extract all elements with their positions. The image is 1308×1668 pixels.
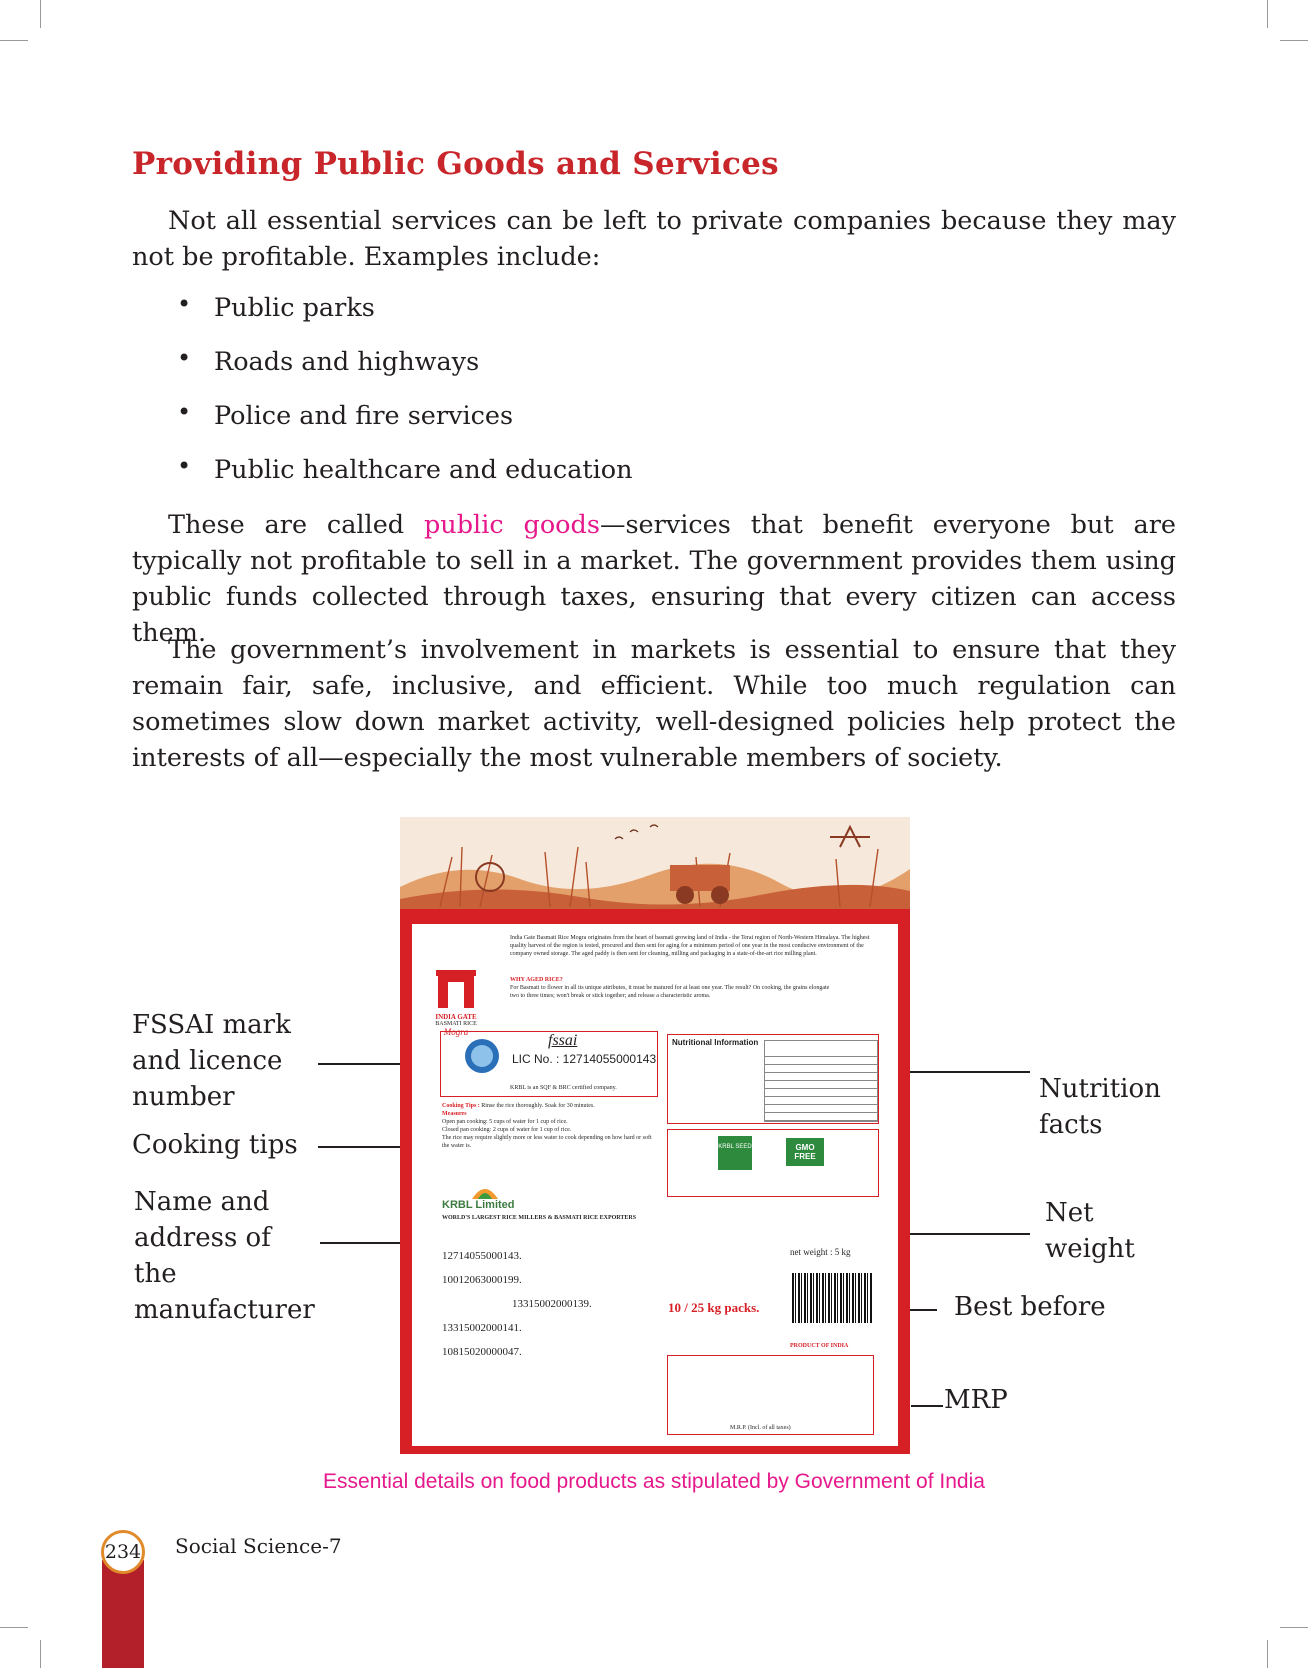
page-number: 234 <box>101 1530 145 1574</box>
licence-number: LIC No. : 12714055000143 <box>512 1052 657 1066</box>
mrp-text: M.R.P. (Incl. of all taxes) <box>730 1425 791 1431</box>
lic-item: 12714055000143. <box>442 1250 522 1262</box>
crop-mark <box>40 1640 41 1668</box>
list-item: • Public parks <box>177 290 375 323</box>
gmo-free-badge: GMO FREE <box>786 1138 824 1166</box>
crop-mark <box>0 40 28 41</box>
pack-sizes: 10 / 25 kg packs. <box>668 1300 760 1315</box>
intro-paragraph: Not all essential services can be left to private companies because they may not be profitable. Examples include: <box>132 206 1176 272</box>
label-fssai: FSSAI mark and licence number <box>132 1010 291 1112</box>
lic-item: 10815020000047. <box>442 1346 522 1358</box>
crop-mark <box>40 0 41 28</box>
farm-illustration-icon <box>400 817 910 912</box>
brand-logo: INDIA GATE BASMATI RICE Mogra <box>426 968 486 1037</box>
fssai-text: fssai <box>548 1032 578 1049</box>
aged-rice-text: WHY AGED RICE? For Basmati to flower in all its unique attributes, it must be matured for at least one year. The result? On cooking, the grains elongate two to three times; won't break or stick together; and release a characteristic aroma. <box>510 977 830 999</box>
public-goods-keyword: public goods <box>423 510 600 540</box>
label-best-before: Best before <box>954 1292 1106 1322</box>
lic-item: 13315002000141. <box>442 1322 522 1334</box>
pointer-line <box>911 1405 943 1407</box>
examples-list <box>172 288 633 504</box>
label-mrp: MRP <box>944 1385 1008 1415</box>
rice-pack-image <box>400 817 910 1454</box>
crop-mark <box>1267 1640 1268 1668</box>
lic-list <box>442 1244 672 1364</box>
label-net-weight: Net weight <box>1045 1198 1135 1264</box>
nutrition-table <box>764 1040 878 1122</box>
pack-label-panel <box>412 924 898 1446</box>
crop-mark <box>1280 1627 1308 1628</box>
crop-mark <box>0 1627 28 1628</box>
net-weight-value: net weight : 5 kg <box>790 1247 851 1257</box>
company-tagline: WORLD'S LARGEST RICE MILLERS & BASMATI RICE EXPORTERS <box>442 1215 637 1221</box>
book-title: Social Science-7 <box>175 1534 342 1558</box>
list-item: • Public healthcare and education <box>177 452 633 485</box>
lic-item: 13315002000139. <box>512 1298 592 1310</box>
list-item: • Police and fire services <box>177 398 514 431</box>
lic-item: 10012063000199. <box>442 1274 522 1286</box>
certification-text: KRBL is an SQF & BRC certified company. <box>510 1085 617 1091</box>
krbl-seed-badge: KRBL SEED <box>718 1136 752 1170</box>
company-name: KRBL Limited <box>442 1199 515 1211</box>
label-manufacturer: Name and address of the manufacturer <box>134 1187 315 1325</box>
barcode <box>792 1273 872 1323</box>
page-tab <box>102 1560 144 1668</box>
pack-artwork <box>400 817 910 912</box>
nutrition-title: Nutritional Information <box>672 1038 759 1047</box>
fssai-seal-icon <box>464 1038 500 1074</box>
label-nutrition: Nutrition facts <box>1039 1074 1161 1140</box>
public-goods-paragraph: These are called public goods—services that benefit everyone but are typically not profitable to sell in a market. The government provides them using public funds collected through taxes, ensuring that every citizen can access them. <box>132 510 1176 648</box>
product-of-india: PRODUCT OF INDIA <box>790 1343 849 1349</box>
cooking-tips-text: Cooking Tips : Rinse the rice thoroughly. Soak for 30 minutes. Measures Open pan cooking: 5 cups of water for 1 cup of rice. Closed pan cooking: 2 cups of water for 1 cup of rice. The rice may require slightly more or less water to cook depending on how hard or soft the water is. <box>442 1103 652 1149</box>
crop-mark <box>1267 0 1268 28</box>
government-role-paragraph: The government’s involvement in markets is essential to ensure that they remain fair, safe, inclusive, and efficient. While too much regulation can sometimes slow down market activity, well-designed policies help protect the interests of all—especially the most vulnerable members of society. <box>132 635 1176 773</box>
pack-description: India Gate Basmati Rice Mogra originates from the heart of basmati growing land of India - the Terai region of North-Western Himalaya. The highest quality harvest of the region is tested, procured and then sent for aging for a minimum period of one year in the most conducive environment of the company owned storage. The aged paddy is then sent for cleaning, milling and packaging in a state-of-the-art rice milling plant. <box>510 935 870 957</box>
list-item: • Roads and highways <box>177 344 480 377</box>
crop-mark <box>1280 40 1308 41</box>
section-heading: Providing Public Goods and Services <box>132 146 779 182</box>
mrp-box <box>667 1355 874 1435</box>
seed-box <box>667 1129 879 1197</box>
figure-caption: Essential details on food products as stipulated by Government of India <box>323 1470 985 1493</box>
label-cooking-tips: Cooking tips <box>132 1130 298 1160</box>
india-gate-icon <box>434 968 478 1008</box>
krbl-leaf-icon <box>470 1179 500 1201</box>
